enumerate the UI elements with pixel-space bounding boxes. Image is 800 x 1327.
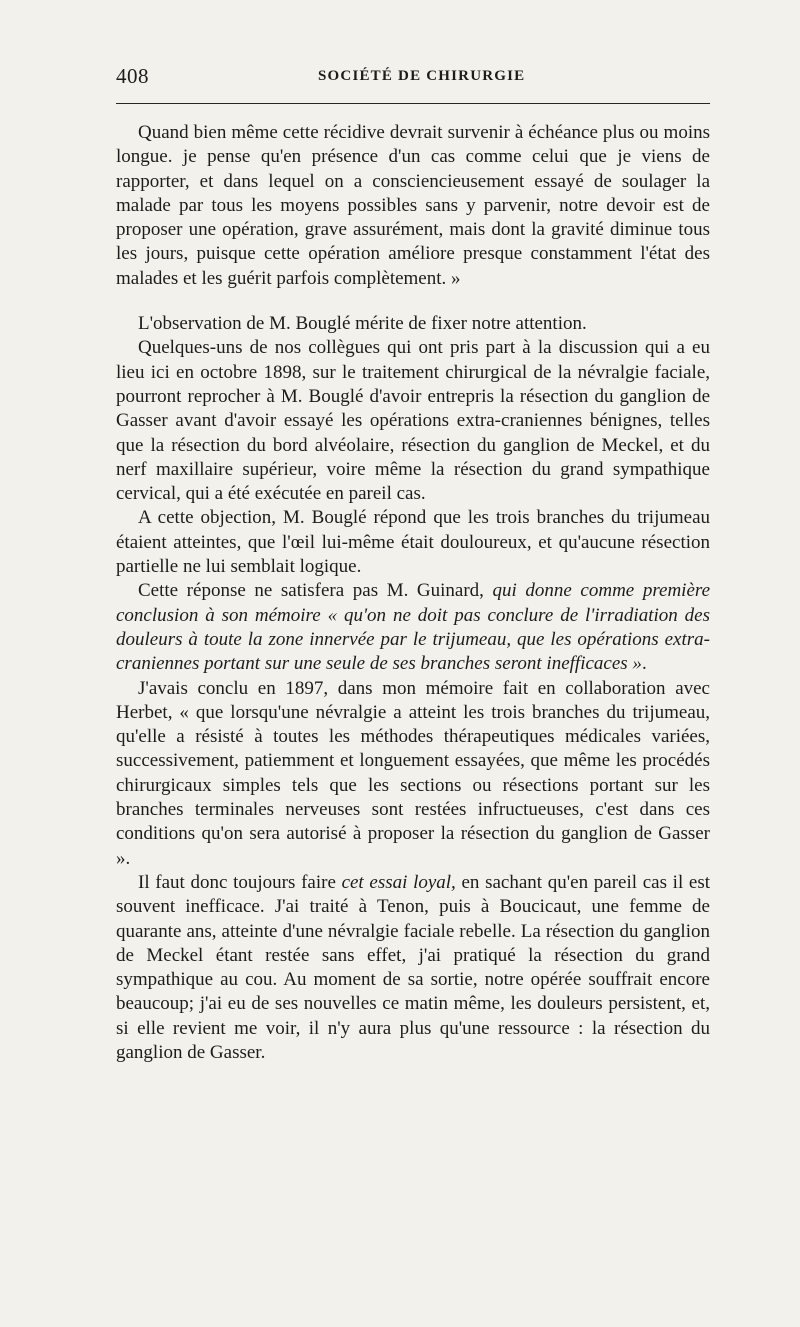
running-title: SOCIÉTÉ DE CHIRURGIE (318, 68, 526, 84)
paragraph-4: A cette objection, M. Bouglé répond que les trois branches du trijumeau étaient atteintes, que l'œil lui-même était douloureux, et qu'aucune résection partielle ne lui semblait logique. (116, 507, 710, 578)
paragraph-2: L'observation de M. Bouglé mérite de fixer notre attention. (138, 313, 587, 335)
page-header (116, 64, 710, 90)
paragraph-5-italic-quote: qui donne comme première conclusion à son mémoire « qu'on ne doit pas conclure de l'irradiation des douleurs à toute la zone innervée par le trijumeau, que les opérations extra-craniennes portant sur une seule de ses branches seront inefficaces » (116, 580, 710, 675)
paragraph-7-roman: Il faut donc toujours faire (138, 871, 342, 893)
paragraph-1: Quand bien même cette récidive devrait survenir à échéance plus ou moins longue. je pense qu'en présence d'un cas comme celui que je viens de rapporter, et dans lequel on a consciencieusement essayé de soulager la malade par tous les moyens possibles sans y parvenir, notre devoir est de proposer une opération, grave assurément, mais dont la gravité diminue tous les jours, puisque cette opération améliore presque constamment l'état des malades et les guérit parfois complètement. » (116, 122, 710, 289)
paragraph-7 (116, 871, 710, 1065)
page-number: 408 (116, 64, 149, 88)
paragraph-7-italic: cet essai loyal, (341, 871, 456, 893)
header-rule (116, 103, 710, 104)
paragraph-7-rest: en sachant qu'en pareil cas il est souvent inefficace. J'ai traité à Tenon, puis à Boucicaut, une femme de quarante ans, atteinte d'une névralgie faciale rebelle. La résection du ganglion de Meckel étant restée sans effet, j'ai pratiqué la résection du grand sympathique au cou. Au moment de sa sortie, notre opérée souffrait encore beaucoup; j'ai eu de ses nouvelles ce matin même, les douleurs persistent, et, si elle revient me voir, il n'y aura plus qu'une ressource : la résection du ganglion de Gasser. (116, 871, 711, 1063)
paragraph-5 (116, 579, 710, 676)
paragraph-5-end: . (641, 653, 647, 675)
body-text (116, 121, 710, 1065)
paragraph-6: J'avais conclu en 1897, dans mon mémoire fait en collaboration avec Herbet, « que lorsqu'une névralgie a atteint les trois branches du trijumeau, qu'elle a résisté à toutes les méthodes thérapeutiques médicales variées, successivement, patiemment et longuement essayées, que même les procédés chirurgicaux simples tels que les sections ou résections portant sur les branches terminales nerveuses sont restées infructueuses, c'est dans ces conditions qu'on sera autorisé à proposer la résection du ganglion de Gasser ». (116, 677, 710, 869)
paragraph-5-roman: Cette réponse ne satisfera pas M. Guinard, (138, 580, 493, 602)
paragraph-3: Quelques-uns de nos collègues qui ont pris part à la discussion qui a eu lieu ici en octobre 1898, sur le traitement chirurgical de la névralgie faciale, pourront reprocher à M. Bouglé d'avoir entrepris la résection du ganglion de Gasser avant d'avoir essayé les opérations extra-craniennes bénignes, telles que la résection du bord alvéolaire, résection du ganglion de Meckel, et du nerf maxillaire supérieur, voire même la résection du grand sympathique cervical, qui a été exécutée en pareil cas. (116, 337, 710, 505)
